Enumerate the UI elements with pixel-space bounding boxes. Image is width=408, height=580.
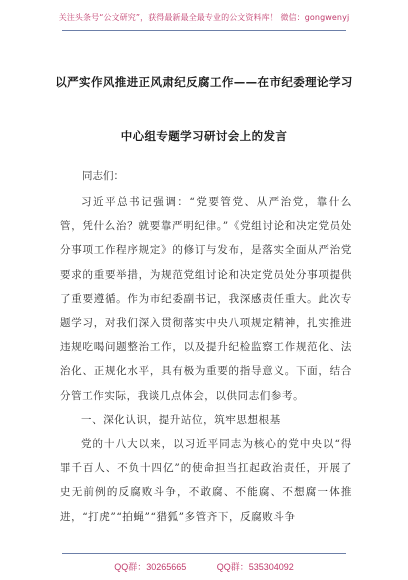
promo-banner: 关注头条号“公文研究”，获得最新最全最专业的公文资料库！ 微信：gongwenyj	[58, 13, 350, 22]
body-paragraph-intro: 习近平总书记强调：“党要管党、从严治党，靠什么管，凭什么治？就要靠严明纪律。”《党组讨论和决定党员处分事项工作程序规定》的修订与发布，是落实全面从严治党要求的重要举措，为规范党组讨论和决定党员处分事项提供了重要遵循。作为市纪委副书记，我深感责任重大。此次专题学习，对我们深入贯彻落实中央八项规定精神，扎实推进违规吃喝问题整治工作，以及提升纪检监察工作规范化、法治化、正规化水平，具有极为重要的指导意义。下面，结合分管工作实际，我谈几点体会，以供同志们参考。	[60, 196, 352, 402]
document-title-line-1: 以严实作风推进正风肃纪反腐工作——在市纪委理论学习	[55, 75, 353, 89]
document-title-line-2: 中心组专题学习研讨会上的发言	[120, 129, 288, 143]
section-heading-1: 一、深化认识，提升站位，筑牢思想根基	[81, 413, 281, 426]
document-body	[60, 190, 352, 529]
footer-divider	[62, 553, 346, 554]
header-divider	[62, 30, 346, 31]
qq-group-2: QQ群：535304092	[216, 562, 294, 572]
qq-group-1: QQ群：30265665	[114, 562, 187, 572]
footer-contacts	[0, 560, 408, 573]
body-paragraph-2: 党的十八大以来，以习近平同志为核心的党中央以“得罪千百人、不负十四亿”的使命担当扛起政治责任，开展了史无前例的反腐败斗争，不敢腐、不能腐、不想腐一体推进，“打虎”“拍蝇”“猎狐”多管齐下，反腐败斗争	[60, 438, 352, 523]
salutation: 同志们：	[82, 170, 124, 182]
